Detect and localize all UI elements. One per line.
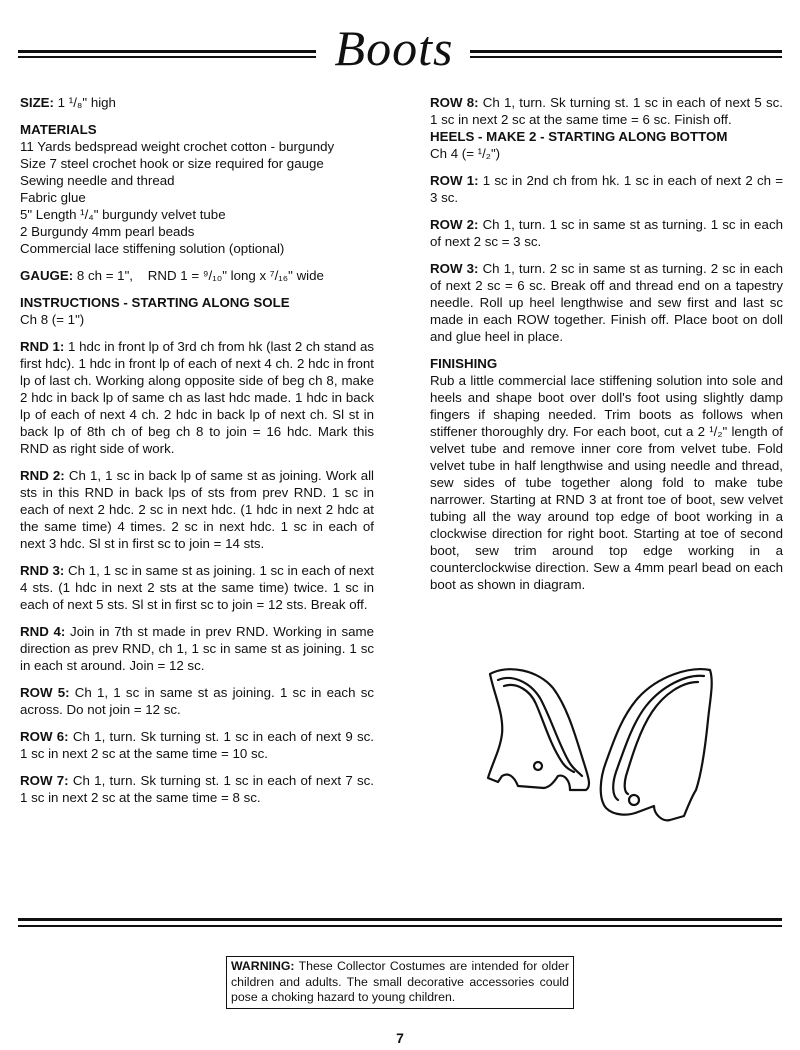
boot-left-illustration xyxy=(488,669,589,790)
instruction-row: RND 2: Ch 1, 1 sc in back lp of same st as joining. Work all sts in this RND in back lps of sts from prev RND. 1 sc in each of next 2 hdc. 2 sc in next hdc. (1 hdc in next 2 hdc at the same time) 4 times. 2 sc in next hdc. 1 sc in each of next 3 hdc. Sl st in first sc to join = 14 sts. xyxy=(20,468,375,551)
materials-section xyxy=(20,121,374,257)
instruction-row: ROW 7: Ch 1, turn. Sk turning st. 1 sc in each of next 7 sc. 1 sc in next 2 sc at the same time = 8 sc. xyxy=(20,773,375,805)
instruction-row: RND 1: 1 hdc in front lp of 3rd ch from hk (last 2 ch stand as first hdc). 1 hdc in front lp of each of next 4 ch. 2 hdc in front lp of last ch. Working along opposite side of beg ch 8, make 2 hdc in back lp of same ch as last hdc made. 1 hdc in back lp of each of next 4 ch. 2 hdc in back lp of next ch. Sl st in back lp of 8th ch of beg ch 8 to join = 16 hdc. Mark this RND as right side of work. xyxy=(20,339,375,456)
warning-text: These Collector Costumes are intended for older children and adults. The small decorative accessories could pose a choking hazard to young children. xyxy=(231,959,569,1004)
size-line: SIZE: 1 ¹/₈" high xyxy=(20,95,116,110)
finishing-heading: FINISHING xyxy=(430,356,498,371)
warning-label: WARNING: xyxy=(231,959,295,973)
warning-box xyxy=(226,956,574,1009)
materials-heading: MATERIALS xyxy=(20,122,97,137)
materials-item: Sewing needle and thread xyxy=(20,173,175,188)
left-column xyxy=(20,94,374,816)
heel-row: ROW 1: 1 sc in 2nd ch from hk. 1 sc in each of next 2 ch = 3 sc. xyxy=(430,173,783,205)
materials-item: 11 Yards bedspread weight crochet cotton - burgundy xyxy=(20,139,335,154)
finishing-text: Rub a little commercial lace stiffening solution into sole and heels and shape boot over doll's foot using slightly damp fingers if shaping needed. Trim boots as follows when stiffener thoroughly dry. For each boot, cut a 2 ¹/₂" length of velvet tube and remove inner core from velvet tube. Fold velvet tube in half lengthwise and using needle and thread, sew sides of tube together along fold to make tube narrower. Starting at RND 3 at front toe of boot, sew velvet tubing all the way around top edge of boot working in a clockwise direction for right boot. Starting at toe of second boot, sew trim around top edge working in a counterclockwise direction. Sew a 4mm pearl bead on each boot as shown in diagram. xyxy=(430,373,783,592)
header-rule-right xyxy=(470,50,782,59)
page-number: 7 xyxy=(396,1030,404,1046)
footer-rule xyxy=(18,918,782,921)
instruction-row: ROW 6: Ch 1, turn. Sk turning st. 1 sc in each of next 9 sc. 1 sc in next 2 sc at the same time = 10 sc. xyxy=(20,729,375,761)
heel-row: ROW 3: Ch 1, turn. 2 sc in same st as turning. 2 sc in each of next 2 sc = 6 sc. Break off and thread end on a tapestry needle. Roll up heel lengthwise and sew first and last sc made in each ROW together. Finish off. Place boot on doll and glue heel in place. xyxy=(430,261,784,344)
page-title: Boots xyxy=(334,20,454,76)
instruction-row: ROW 5: Ch 1, 1 sc in same st as joining. 1 sc in each sc across. Do not join = 12 sc. xyxy=(20,685,374,717)
gauge-line: GAUGE: 8 ch = 1", RND 1 = ⁹/₁₀" long x ⁷/₁₆" wide xyxy=(20,268,324,283)
boot-diagram xyxy=(478,660,728,840)
instruction-row: ROW 8: Ch 1, turn. Sk turning st. 1 sc in each of next 5 sc. 1 sc in next 2 sc at the same time = 6 sc. Finish off. xyxy=(430,95,784,127)
instruction-row: RND 3: Ch 1, 1 sc in same st as joining. 1 sc in each of next 4 sts. (1 hdc in next 2 sts at the same time) twice. 1 sc in each of next 5 sts. Sl st in first sc to join = 12 sts. Break off. xyxy=(20,563,375,612)
materials-item: Commercial lace stiffening solution (optional) xyxy=(20,241,285,256)
right-column xyxy=(430,94,783,603)
materials-item: Size 7 steel crochet hook or size required for gauge xyxy=(20,156,324,171)
heels-start: Ch 4 (= ¹/₂") xyxy=(430,146,501,161)
header-rule-left xyxy=(18,50,316,59)
heels-section xyxy=(430,128,783,162)
footer-rule-thin xyxy=(18,925,782,927)
instructions-start: Ch 8 (= 1") xyxy=(20,312,85,327)
materials-item: 2 Burgundy 4mm pearl beads xyxy=(20,224,195,239)
heel-row: ROW 2: Ch 1, turn. 1 sc in same st as turning. 1 sc in each of next 2 sc = 3 sc. xyxy=(430,217,784,249)
instructions-section xyxy=(20,294,374,328)
materials-item: 5" Length ¹/₄" burgundy velvet tube xyxy=(20,207,226,222)
materials-item: Fabric glue xyxy=(20,190,86,205)
heels-heading: HEELS - MAKE 2 - STARTING ALONG BOTTOM xyxy=(430,129,728,144)
instruction-row: RND 4: Join in 7th st made in prev RND. Working in same direction as prev RND, ch 1, 1 sc in same st as joining. 1 sc in each st around. Join = 12 sc. xyxy=(20,624,375,673)
boot-right-illustration xyxy=(601,669,712,820)
instructions-heading: INSTRUCTIONS - STARTING ALONG SOLE xyxy=(20,295,290,310)
